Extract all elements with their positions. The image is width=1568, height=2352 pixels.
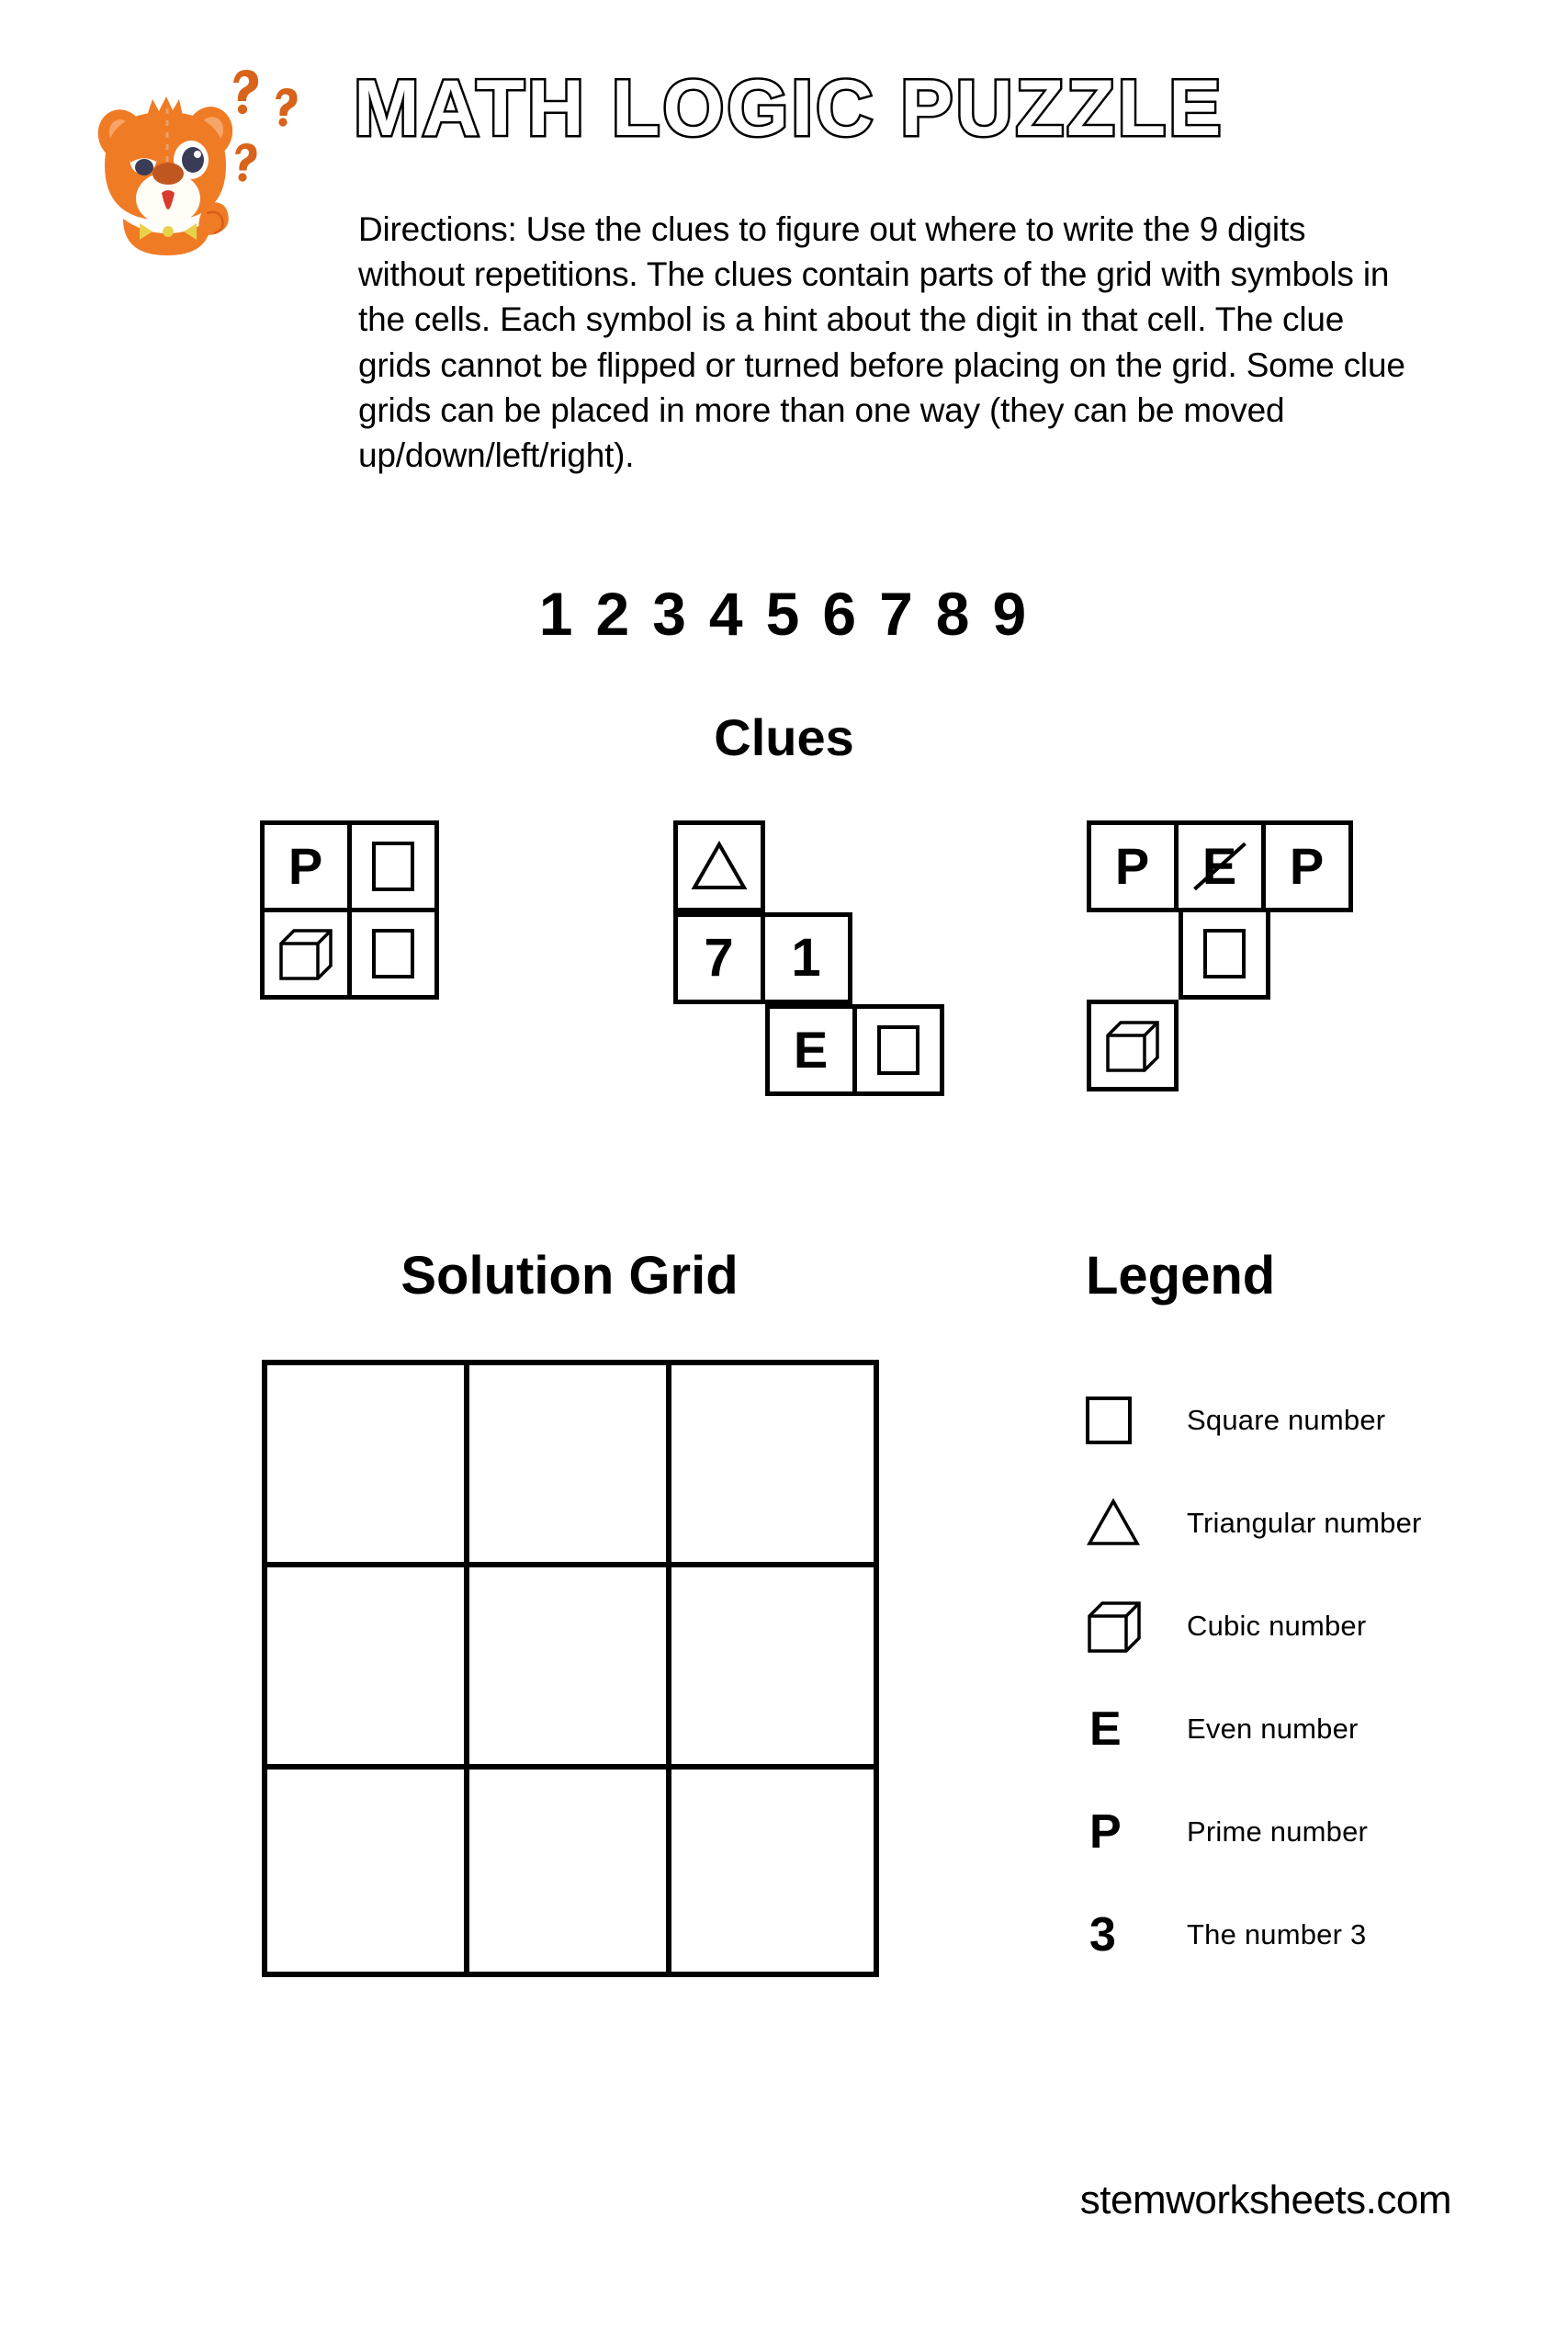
- clue-cell-blank: [1268, 910, 1359, 1001]
- clue-cell-digit: [761, 912, 852, 1004]
- legend-label: Even number: [1187, 1713, 1359, 1745]
- digit-7-icon: 7: [704, 927, 734, 988]
- page-header: [0, 0, 1568, 533]
- square-icon: [372, 842, 414, 891]
- clue-cell-cube: [260, 908, 352, 1000]
- letter-e-icon: E: [793, 1020, 829, 1079]
- solution-cell[interactable]: [671, 1770, 874, 1972]
- letter-e-icon: E: [1201, 836, 1237, 895]
- legend-heading: Legend: [1086, 1246, 1276, 1306]
- digit-9: 9: [992, 580, 1030, 648]
- clues-heading: Clues: [714, 708, 854, 766]
- solution-cell[interactable]: [469, 1567, 671, 1770]
- clue-row: [1089, 910, 1359, 1001]
- page-title: MATH LOGIC PUZZLE: [354, 64, 1224, 153]
- footer-site-url: stemworksheets.com: [1079, 2177, 1451, 2222]
- digit-1-icon: 1: [791, 927, 821, 988]
- solution-cell[interactable]: [671, 1567, 874, 1770]
- solution-cell[interactable]: [267, 1567, 469, 1770]
- solution-grid[interactable]: [262, 1360, 879, 1977]
- clue-cell-cube: [1087, 1000, 1179, 1091]
- digit-5: 5: [765, 580, 803, 648]
- digit-1: 1: [538, 580, 576, 648]
- legend-label: Square number: [1187, 1404, 1386, 1436]
- digit-2: 2: [595, 580, 633, 648]
- clue-cell-square: [347, 820, 439, 912]
- legend-item-even: [1086, 1678, 1508, 1781]
- digit-6: 6: [822, 580, 860, 648]
- clue-cell-blank: [850, 914, 942, 1006]
- cube-icon: [1104, 1017, 1161, 1074]
- clue-cell-even: [765, 1004, 857, 1096]
- legend-list: [1086, 1369, 1508, 1986]
- digit-7: 7: [879, 580, 916, 648]
- clue-row: [675, 1006, 946, 1098]
- solution-grid-heading: Solution Grid: [400, 1246, 739, 1306]
- cube-icon: [277, 925, 334, 982]
- legend-item-triangular: [1086, 1472, 1508, 1575]
- letter-p-icon: P: [288, 836, 323, 895]
- legend-label: Cubic number: [1187, 1610, 1367, 1642]
- clue-cell-not-even: [1174, 820, 1266, 912]
- digit-8: 8: [935, 580, 973, 648]
- clue-cell-prime: [1087, 820, 1179, 912]
- letter-p-icon: P: [1089, 1805, 1122, 1859]
- legend-item-prime: [1086, 1781, 1508, 1883]
- clue-cell-digit: [673, 912, 765, 1004]
- solution-cell[interactable]: [267, 1770, 469, 1972]
- clue-row: [1089, 1001, 1359, 1093]
- clue-cell-blank: [1176, 1001, 1268, 1093]
- solution-cell[interactable]: [267, 1365, 469, 1567]
- clue-group-2: [675, 822, 946, 1098]
- legend-item-number-3: [1086, 1883, 1508, 1986]
- clue-cell-prime: [260, 820, 352, 912]
- clue-cell-blank: [854, 822, 946, 914]
- clue-row: [675, 914, 946, 1006]
- square-icon: [1086, 1396, 1174, 1444]
- clue-row: [262, 822, 436, 910]
- solution-cell[interactable]: [469, 1770, 671, 1972]
- clue-cell-blank: [675, 1006, 767, 1098]
- clue-cell-blank: [762, 822, 854, 914]
- clue-cell-blank: [1089, 910, 1180, 1001]
- clue-group-1: [262, 822, 436, 997]
- letter-p-icon: P: [1114, 836, 1150, 895]
- clue-row: [675, 822, 946, 914]
- clue-row: [262, 910, 436, 997]
- square-icon: [372, 929, 414, 978]
- solution-cell[interactable]: [469, 1365, 671, 1567]
- legend-label: Prime number: [1187, 1815, 1369, 1848]
- clue-group-3: [1089, 822, 1359, 1093]
- clue-row: [1089, 822, 1359, 910]
- letter-p-icon: P: [1289, 836, 1325, 895]
- triangle-icon: [1086, 1498, 1174, 1549]
- digit-strip: [0, 579, 1568, 649]
- directions-text: Directions: Use the clues to figure out where to write the 9 digits without repetitions. The clues contain parts of the grid with symbols in the cells. Each symbol is a hint about the digit in that cell. The clue grids cannot be flipped or turned before placing on the grid. Some clue grids can be placed in more than one way (they can be moved up/down/left/right).: [358, 210, 1405, 475]
- clue-cell-square: [852, 1004, 944, 1096]
- digit-3: 3: [652, 580, 689, 648]
- clue-cell-blank: [1268, 1001, 1359, 1093]
- legend-item-square: [1086, 1369, 1508, 1472]
- clue-cell-square: [347, 908, 439, 1000]
- legend-item-cubic: [1086, 1575, 1508, 1678]
- legend-label: The number 3: [1187, 1918, 1367, 1951]
- triangle-icon: [691, 840, 748, 893]
- letter-e-icon: E: [1089, 1702, 1122, 1756]
- digit-3-icon: 3: [1089, 1908, 1116, 1962]
- clue-cell-square: [1179, 908, 1270, 1000]
- digit-4: 4: [708, 580, 746, 648]
- confused-bear-icon: [96, 48, 307, 268]
- clue-cell-triangle: [673, 820, 765, 912]
- cube-icon: [1086, 1598, 1174, 1655]
- solution-cell[interactable]: [671, 1365, 874, 1567]
- square-icon: [1203, 929, 1246, 978]
- clue-cell-prime: [1261, 820, 1353, 912]
- legend-label: Triangular number: [1187, 1507, 1422, 1539]
- square-icon: [877, 1025, 919, 1075]
